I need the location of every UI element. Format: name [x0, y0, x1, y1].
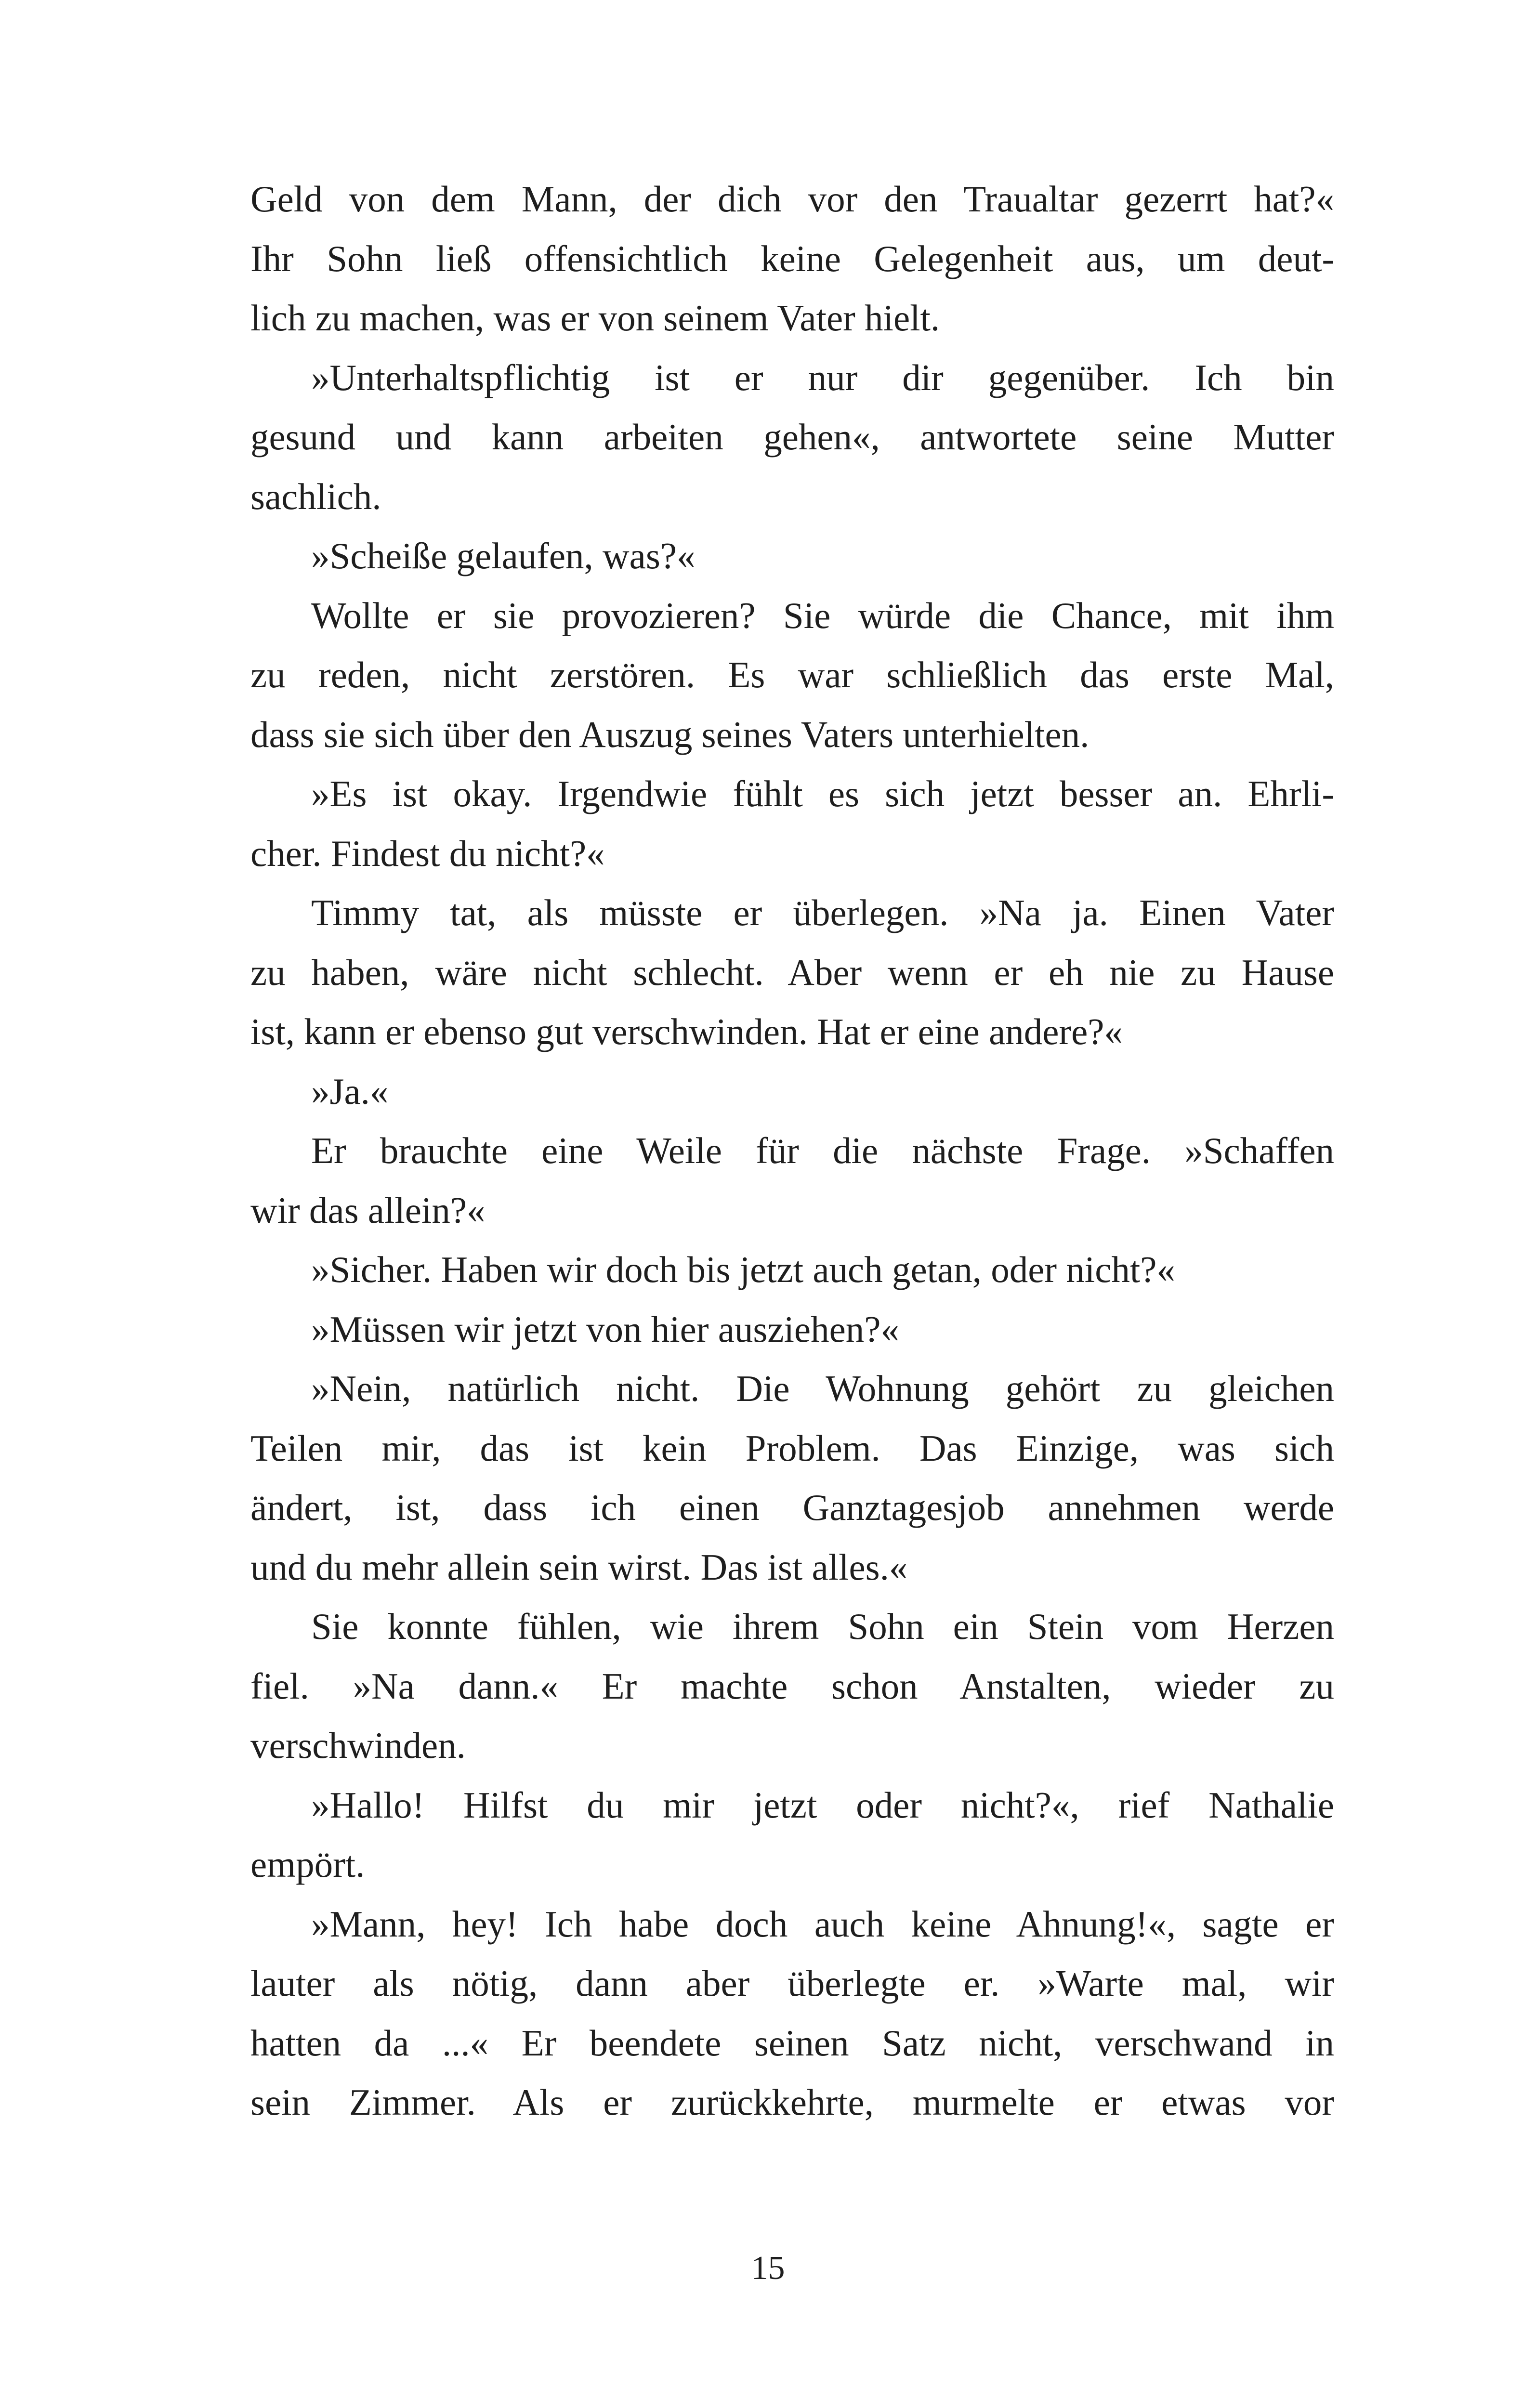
text-line: zu reden, nicht zerstören. Es war schließlich das erste Mal, — [250, 654, 1334, 695]
text-line: verschwinden. — [250, 1725, 466, 1766]
text-line: Timmy tat, als müsste er überlegen. »Na ja. Einen Vater — [311, 892, 1334, 933]
text-line: Geld von dem Mann, der dich vor den Traualtar gezerrt hat?« — [250, 178, 1334, 220]
text-line: dass sie sich über den Auszug seines Vaters unterhielten. — [250, 713, 1090, 755]
text-line: »Hallo! Hilfst du mir jetzt oder nicht?«, rief Nathalie — [311, 1784, 1334, 1826]
text-line: zu haben, wäre nicht schlecht. Aber wenn er eh nie zu Hause — [250, 951, 1334, 993]
text-line: empört. — [250, 1844, 365, 1885]
text-line: Teilen mir, das ist kein Problem. Das Einzige, was sich — [250, 1427, 1334, 1469]
text-line: gesund und kann arbeiten gehen«, antwortete seine Mutter — [250, 416, 1334, 458]
text-line: sein Zimmer. Als er zurückkehrte, murmelte er etwas vor — [250, 2081, 1334, 2123]
text-line: »Ja.« — [311, 1070, 389, 1112]
text-line: cher. Findest du nicht?« — [250, 832, 605, 874]
text-line: hatten da ...« Er beendete seinen Satz nicht, verschwand in — [250, 2022, 1334, 2064]
text-line: lauter als nötig, dann aber überlegte er. »Warte mal, wir — [250, 1963, 1334, 2004]
text-line: sachlich. — [250, 475, 381, 517]
text-line: Sie konnte fühlen, wie ihrem Sohn ein Stein vom Herzen — [311, 1606, 1334, 1647]
text-line: »Nein, natürlich nicht. Die Wohnung gehört zu gleichen — [311, 1368, 1334, 1409]
text-line: Wollte er sie provozieren? Sie würde die Chance, mit ihm — [311, 594, 1334, 636]
text-line: »Unterhaltspflichtig ist er nur dir gegenüber. Ich bin — [311, 356, 1334, 398]
text-line: wir das allein?« — [250, 1189, 486, 1231]
text-line: Er brauchte eine Weile für die nächste Frage. »Schaffen — [311, 1130, 1334, 1171]
text-line: Ihr Sohn ließ offensichtlich keine Gelegenheit aus, um deut- — [250, 237, 1334, 279]
text-line: »Mann, hey! Ich habe doch auch keine Ahnung!«, sagte er — [311, 1903, 1334, 1945]
text-line: ist, kann er ebenso gut verschwinden. Hat er eine andere?« — [250, 1011, 1123, 1052]
page-text — [250, 170, 1334, 2133]
text-line: »Es ist okay. Irgendwie fühlt es sich jetzt besser an. Ehrli- — [311, 773, 1334, 814]
text-line: »Sicher. Haben wir doch bis jetzt auch getan, oder nicht?« — [311, 1249, 1175, 1290]
text-line: fiel. »Na dann.« Er machte schon Anstalten, wieder zu — [250, 1665, 1334, 1707]
text-line: ändert, ist, dass ich einen Ganztagesjob annehmen werde — [250, 1487, 1334, 1528]
text-line: »Müssen wir jetzt von hier ausziehen?« — [311, 1308, 899, 1350]
text-line: und du mehr allein sein wirst. Das ist alles.« — [250, 1546, 908, 1588]
text-line: lich zu machen, was er von seinem Vater hielt. — [250, 297, 940, 339]
page-number: 15 — [751, 2250, 785, 2287]
text-line: »Scheiße gelaufen, was?« — [311, 535, 696, 576]
